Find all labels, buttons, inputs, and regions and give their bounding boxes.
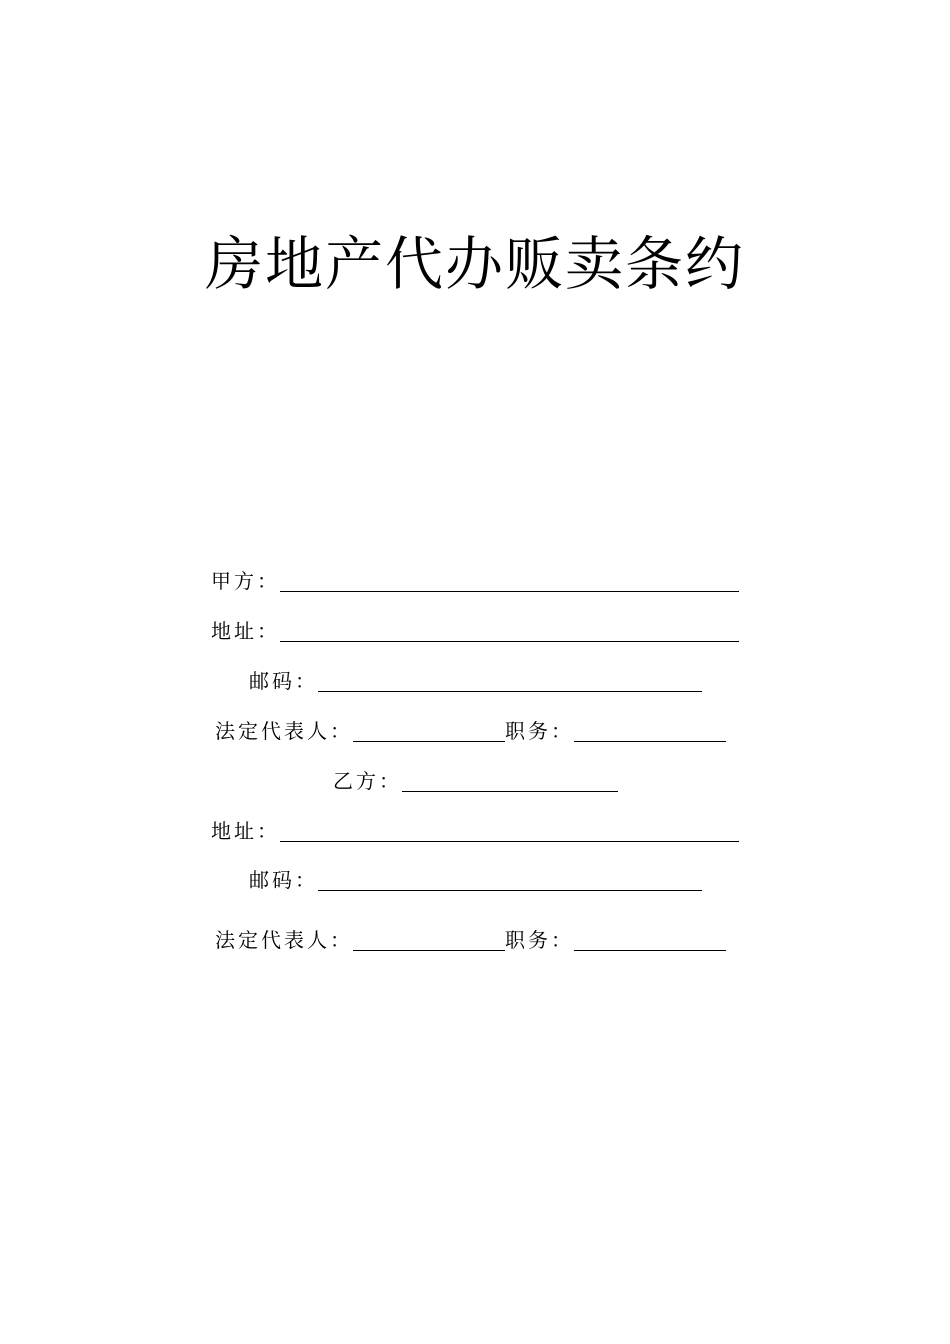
party-a-legal-rep-row xyxy=(215,716,726,744)
party-a-postcode-row xyxy=(249,666,702,694)
party-b-row xyxy=(333,766,618,794)
party-b-legal-rep-label: 法定代表人： xyxy=(215,928,353,952)
party-a-label: 甲方： xyxy=(211,569,280,593)
party-b-legal-rep-field[interactable] xyxy=(353,950,505,951)
document-title: 房地产代办贩卖条约 xyxy=(204,230,745,298)
party-b-position-label: 职务： xyxy=(505,928,574,952)
party-b-name-field[interactable] xyxy=(402,791,618,792)
party-a-position-label: 职务： xyxy=(505,719,574,743)
party-a-legal-rep-label: 法定代表人： xyxy=(215,719,353,743)
party-b-label: 乙方： xyxy=(333,769,402,793)
party-b-address-row xyxy=(211,816,739,844)
party-b-legal-rep-row xyxy=(215,925,726,953)
party-a-address-row xyxy=(211,616,739,644)
party-b-address-field[interactable] xyxy=(280,841,739,842)
party-a-address-field[interactable] xyxy=(280,641,739,642)
party-b-postcode-label: 邮码： xyxy=(249,868,318,892)
party-a-legal-rep-field[interactable] xyxy=(353,741,505,742)
party-a-position-field[interactable] xyxy=(574,741,726,742)
party-a-name-field[interactable] xyxy=(280,591,739,592)
party-b-postcode-field[interactable] xyxy=(318,890,702,891)
party-b-position-field[interactable] xyxy=(574,950,726,951)
party-a-row xyxy=(211,566,739,594)
party-a-address-label: 地址： xyxy=(211,619,280,643)
party-b-address-label: 地址： xyxy=(211,819,280,843)
party-a-postcode-label: 邮码： xyxy=(249,669,318,693)
party-a-postcode-field[interactable] xyxy=(318,691,702,692)
party-b-postcode-row xyxy=(249,865,702,893)
